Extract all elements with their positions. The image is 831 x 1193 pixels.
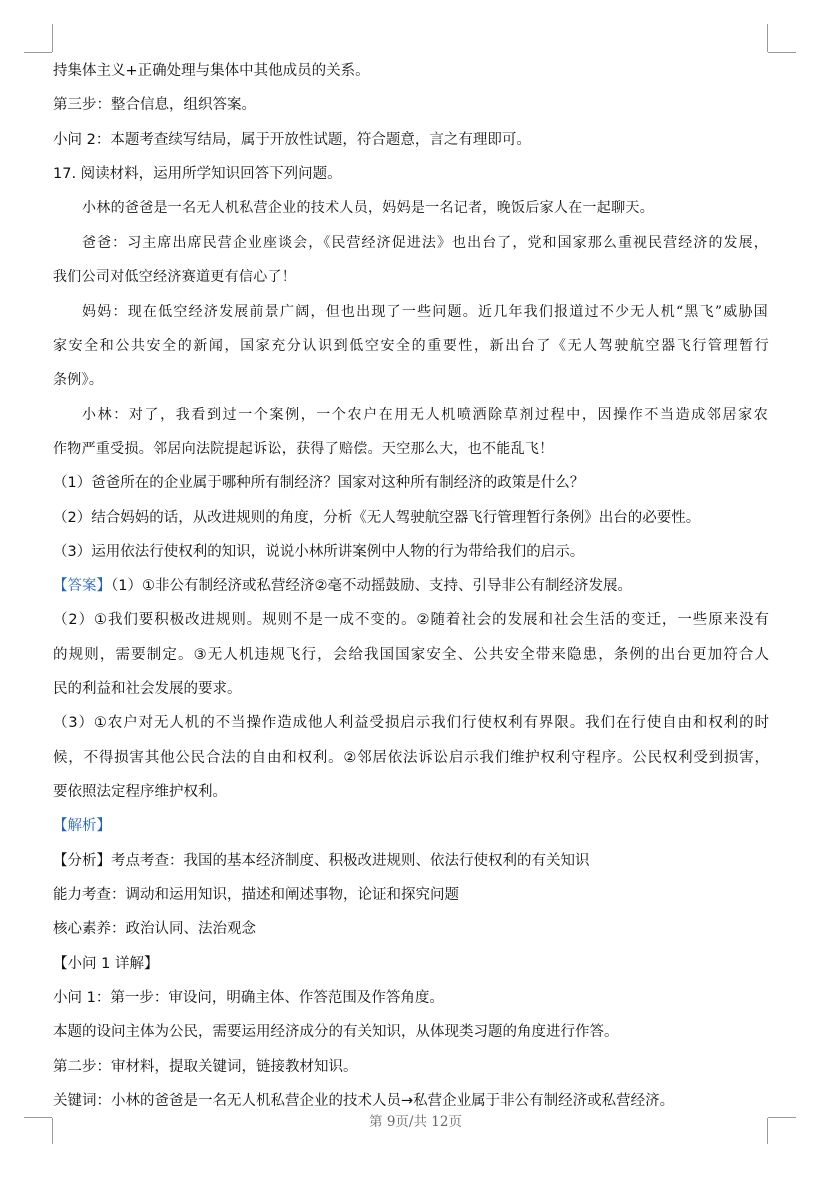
answer-line: 民的利益和社会发展的要求。: [53, 681, 242, 697]
analysis-text: 考点考查：我国的基本经济制度、积极改进规则、依法行使权利的有关知识: [111, 853, 590, 869]
text-line: 小问 2：本题考查续写结局，属于开放性试题，符合题意，言之有理即可。: [53, 132, 531, 148]
analysis-line: 本题的设问主体为公民，需要运用经济成分的有关知识，从体现类习题的角度进行作答。: [53, 1024, 619, 1040]
analysis-line: [53, 851, 769, 871]
crop-mark-top-left: [52, 24, 53, 52]
analysis-line: 关键词：小林的爸爸是一名无人机私营企业的技术人员→私营企业属于非公有制经济或私营经济。: [53, 1093, 675, 1109]
material-line: 家安全和公共安全的新闻，国家充分认识到低空安全的重要性，新出台了《无人驾驶航空器飞行管理暂行: [53, 338, 769, 354]
answer-line: （2）①我们要积极改进规则。规则不是一成不变的。②随着社会的发展和社会生活的变迁，一些原来没有: [53, 612, 769, 628]
material-line: 妈妈：现在低空经济发展前景广阔，但也出现了一些问题。近几年我们报道过不少无人机“黑飞”威胁国: [82, 304, 768, 320]
question-heading: 17. 阅读材料，运用所学知识回答下列问题。: [53, 166, 342, 182]
section-heading: 【小问 1 详解】: [53, 956, 159, 972]
analysis-line: 核心素养：政治认同、法治观念: [53, 921, 256, 937]
crop-mark-top-left: [24, 52, 52, 53]
text-line: 持集体主义+正确处理与集体中其他成员的关系。: [53, 63, 370, 79]
page-footer: 第 9页/共 12页: [369, 1114, 462, 1130]
material-line: 条例》。: [53, 372, 104, 388]
sub-question: （1）爸爸所在的企业属于哪种所有制经济？国家对这种所有制经济的政策是什么？: [53, 475, 585, 491]
analysis-tag: 【分析】: [53, 853, 111, 869]
crop-mark-top-right: [768, 52, 796, 53]
material-line: 小林的爸爸是一名无人机私营企业的技术人员，妈妈是一名记者，晚饭后家人在一起聊天。: [82, 200, 654, 216]
analysis-line: 能力考查：调动和运用知识，描述和阐述事物，论证和探究问题: [53, 887, 459, 903]
material-line: 爸爸：习主席出席民营企业座谈会，《民营经济促进法》也出台了，党和国家那么重视民营经济的发展，: [82, 235, 768, 251]
analysis-line: 第二步：审材料，提取关键词，链接教材知识。: [53, 1059, 358, 1075]
sub-question: （2）结合妈妈的话，从改进规则的角度，分析《无人驾驶航空器飞行管理暂行条例》出台的必要性。: [53, 510, 701, 526]
answer-line: 的规则，需要制定。③无人机违规飞行，会给我国国家安全、公共安全带来隐患，条例的出台更加符合人: [53, 647, 769, 663]
answer-text: （1）①非公有制经济或私营经济②毫不动摇鼓励、支持、引导非公有制经济发展。: [111, 578, 632, 594]
analysis-label: 【解析】: [53, 818, 111, 834]
material-line: 小林：对了，我看到过一个案例，一个农户在用无人机喷洒除草剂过程中，因操作不当造成邻居家农: [82, 407, 768, 423]
answer-label: 【答案】: [53, 578, 111, 594]
answer-line: 候，不得损害其他公民合法的自由和权利。②邻居依法诉讼启示我们维护权利守程序。公民权利受到损害，: [53, 750, 769, 766]
answer-line: 要依照法定程序维护权利。: [53, 784, 227, 800]
answer-line: [53, 576, 769, 596]
material-line: 作物严重受损。邻居向法院提起诉讼，获得了赔偿。天空那么大，也不能乱飞！: [53, 441, 554, 457]
text-line: 第三步：整合信息，组织答案。: [53, 97, 256, 113]
analysis-line: 小问 1：第一步：审设问，明确主体、作答范围及作答角度。: [53, 990, 444, 1006]
material-line: 我们公司对低空经济赛道更有信心了！: [53, 269, 297, 285]
crop-mark-top-right: [767, 24, 768, 52]
sub-question: （3）运用依法行使权利的知识，说说小林所讲案例中人物的行为带给我们的启示。: [53, 544, 585, 560]
answer-line: （3）①农户对无人机的不当操作造成他人利益受损启示我们行使权利有界限。我们在行使自由和权利的时: [53, 715, 769, 731]
